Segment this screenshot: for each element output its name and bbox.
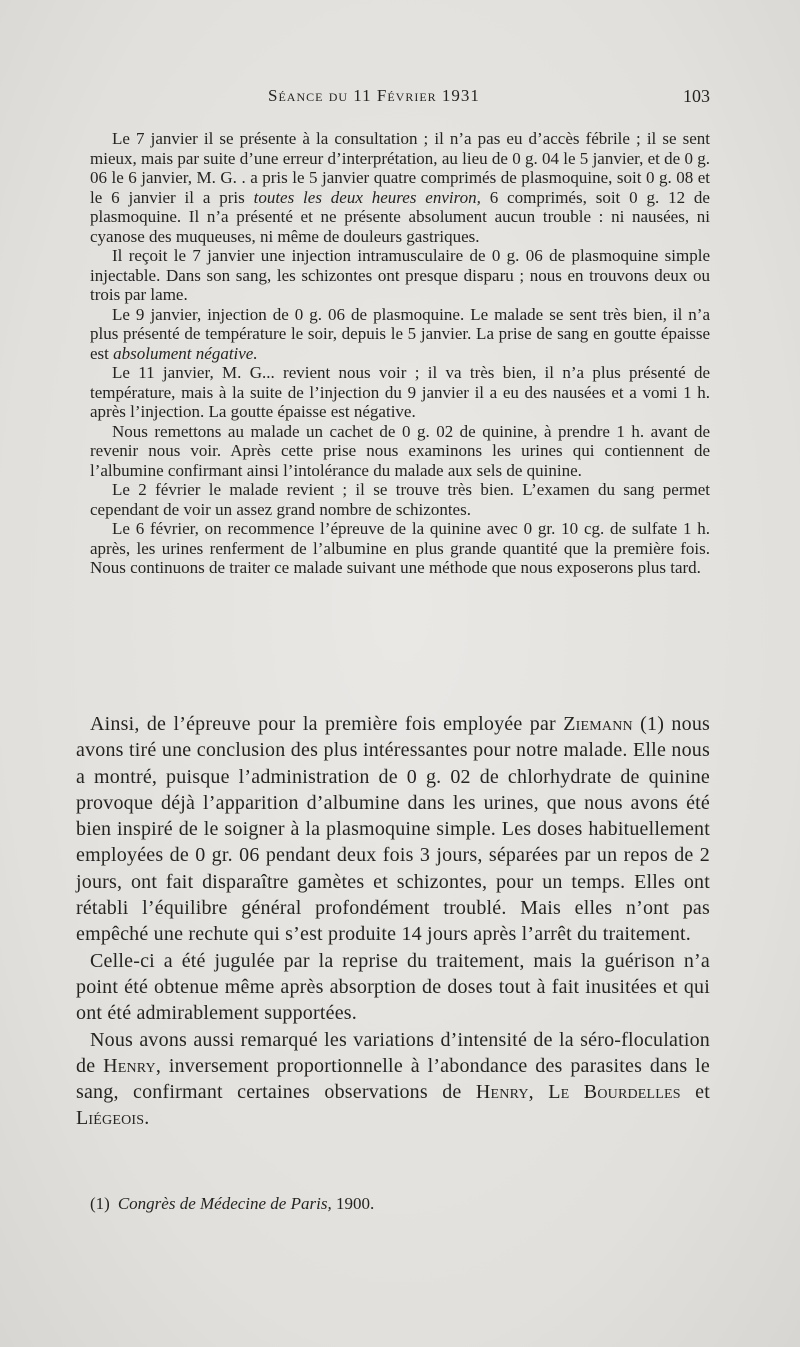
author-name: Ziemann	[563, 713, 633, 735]
footnote-source: Congrès de Médecine de Paris,	[117, 1194, 332, 1213]
paragraph: Il reçoit le 7 janvier une injection intramusculaire de 0 g. 06 de plasmoquine simple injectable. Dans son sang, les schizontes ont presque disparu ; nous en trouvons deux ou trois par lame.	[90, 246, 710, 304]
paragraph: Le 7 janvier il se présente à la consultation ; il n’a pas eu d’accès fébrile ; il se sent mieux, mais par suite d’une erreur d’interprétation, au lieu de 0 g. 04 le 5 janvier, et de 0 g. 06 le 6 janvier, M. G. . a pris le 5 janvier quatre comprimés de plasmoquine, soit 0 g. 08 et le 6 janvier il a pris toutes les deux heures environ, 6 comprimés, soit 0 g. 12 de plasmoquine. Il n’a présenté et ne présente absolument aucun trouble : ni nausées, ni cyanose des muqueuses, ni même de douleurs gastriques.	[90, 129, 710, 246]
conclusion-section	[76, 711, 710, 1132]
paragraph: Le 6 février, on recommence l’épreuve de la quinine avec 0 gr. 10 cg. de sulfate 1 h. après, les urines renferment de l’albumine en plus grande quantité que la première fois. Nous continuons de traiter ce malade suivant une méthode que nous exposerons plus tard.	[90, 519, 710, 577]
paragraph: Nous remettons au malade un cachet de 0 g. 02 de quinine, à prendre 1 h. avant de revenir nous voir. Après cette prise nous examinons les urines qui contiennent de l’albumine confirmant ainsi l’intolérance du malade aux sels de quinine.	[90, 421, 710, 480]
paragraph: Le 11 janvier, M. G... revient nous voir ; il va très bien, il n’a plus présenté de température, mais à la suite de l’injection du 9 janvier il a eu des nausées et a vomi 1 h. après l’injection. La goutte épaisse est négative.	[90, 363, 710, 421]
paragraph: Ainsi, de l’épreuve pour la première fois employée par Ziemann (1) nous avons tiré une conclusion des plus intéressantes pour notre malade. Elle nous a montré, puisque l’administration de 0 g. 02 de chlorhydrate de quinine provoque déjà l’apparition d’albumine dans les urines, que nous avons été bien inspiré de le soigner à la plasmoquine simple. Les doses habituellement employées de 0 gr. 06 pendant deux fois 3 jours, séparées par un repos de 2 jours, ont fait disparaître gamètes et schizontes, pour un temps. Elles ont rétabli l’équilibre général profondément troublé. Mais elles n’ont pas empêché une rechute qui s’est produite 14 jours après l’arrêt du traitement.	[76, 713, 710, 946]
author-name: Liégeois	[76, 1107, 145, 1130]
case-report-section	[90, 129, 710, 578]
paragraph: Le 9 janvier, injection de 0 g. 06 de plasmoquine. Le malade se sent très bien, il n’a plus présenté de température le soir, depuis le 5 janvier. La prise de sang en goutte épaisse est absolument négative.	[90, 304, 710, 363]
author-name: Le Bourdelles	[548, 1081, 681, 1104]
author-name: Henry	[475, 1081, 529, 1104]
emphasis: absolument négative.	[113, 343, 258, 363]
emphasis: toutes les deux heures environ,	[253, 187, 481, 207]
paragraph: Nous avons aussi remarqué les variations d’intensité de la séro-floculation de Henry, inversement proportionnelle à l’abondance des parasites dans le sang, confirmant certaines observations de Henry, Le Bourdelles et Liégeois.	[76, 1028, 710, 1130]
paragraph: Celle-ci a été jugulée par la reprise du traitement, mais la guérison n’a point été obtenue même après absorption de doses tout à fait inusitées et qui ont été admirablement supportées.	[76, 949, 710, 1025]
footnote-marker: (1)	[90, 1194, 110, 1213]
footnote	[90, 1194, 710, 1214]
page-number: 103	[683, 86, 710, 106]
author-name: Henry	[103, 1054, 156, 1077]
footnote-year: 1900.	[331, 1194, 375, 1213]
running-title: Séance du 11 Février 1931	[268, 86, 480, 105]
page-header	[90, 86, 710, 114]
paragraph: Le 2 février le malade revient ; il se trouve très bien. L’examen du sang permet cependant de voir un assez grand nombre de schizontes.	[90, 480, 710, 519]
